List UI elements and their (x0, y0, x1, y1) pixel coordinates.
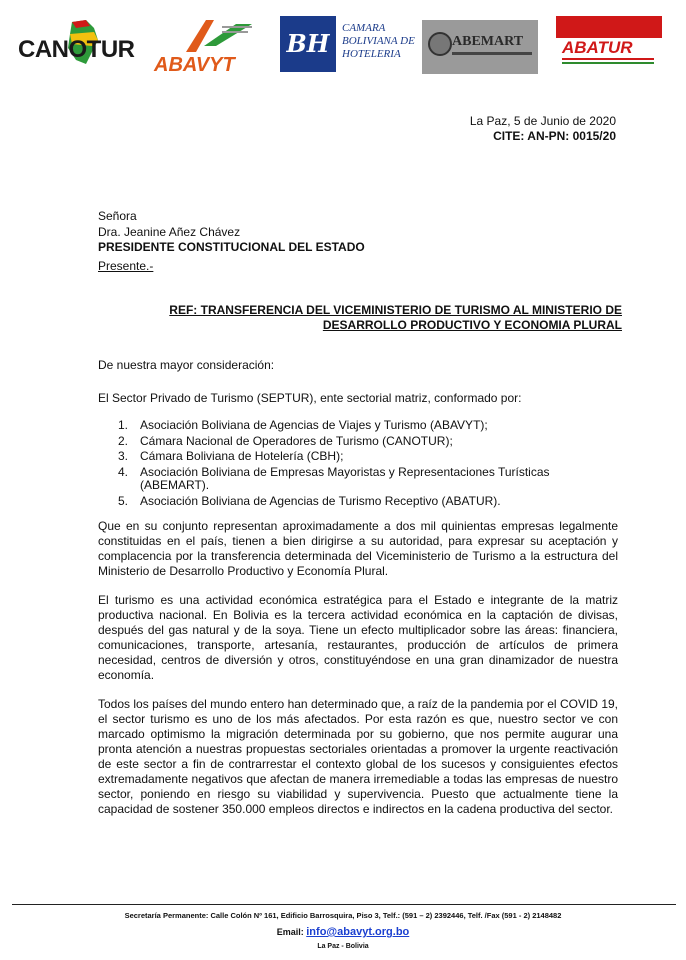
list-text: Asociación Boliviana de Empresas Mayoristas y Representaciones Turísticas (ABEMART). (140, 464, 550, 492)
canotur-wordmark: CANOTUR (18, 36, 135, 63)
canotur-logo (16, 14, 144, 78)
paragraph-3: Todos los países del mundo entero han determinado que, a raíz de la pandemia por el COVID 19, el sector turismo es uno de los más afectados. Por esta razón es que, nuestro sector ve con marcado optimismo la migración determinada por su gobierno, que nos permite augurar una pronta atención a nuestras propuestas sectoriales orientadas a promover la urgente reactivación de este sector a fin de contrarrestar el contexto global de los sucesos y consiguientes efectos extremadamente negativos que afectan de manera irremediable a todas las empresas de nuestro sector, poniendo en riesgo su viabilidad y supervivencia. Puesto que actualmente tiene la capacidad de sostener 350.000 empleos directos e indirectos en la cadena productiva del sector. (98, 697, 618, 816)
abavyt-swoosh-icon (176, 16, 256, 56)
cite-number: CITE: AN-PN: 0015/20 (493, 129, 616, 143)
footer-email-line (0, 926, 686, 938)
abatur-subline-green (562, 62, 654, 64)
abemart-logo (422, 20, 538, 74)
abatur-logo (556, 14, 662, 78)
abemart-subline (452, 52, 532, 55)
list-number: 4. (118, 464, 129, 479)
list-number: 2. (118, 433, 129, 448)
abemart-wordmark: ABEMART (452, 34, 524, 49)
list-item (98, 450, 558, 464)
email-link[interactable]: info@abavyt.org.bo (306, 926, 410, 938)
seal-icon (428, 32, 452, 56)
abatur-subline-red (562, 58, 654, 60)
cbh-mark: BH (280, 16, 336, 72)
abatur-banner (556, 16, 662, 38)
recipient-name: Dra. Jeanine Añez Chávez (98, 225, 241, 239)
list-text: Cámara Nacional de Operadores de Turismo (CANOTUR); (140, 433, 453, 448)
logos-header (14, 14, 674, 84)
list-text: Asociación Boliviana de Agencias de Viajes y Turismo (ABAVYT); (140, 418, 488, 432)
greeting: De nuestra mayor consideración: (98, 358, 275, 372)
email-label: Email: (276, 927, 304, 937)
cbh-logo (280, 14, 420, 78)
footer-address: Secretaría Permanente: Calle Colón Nº 161, Edificio Barrosquira, Piso 3, Telf.: (591 – 2) 2392446, Telf. /Fax (591 - 2) 2148482 (124, 911, 562, 920)
list-text: Asociación Boliviana de Agencias de Turismo Receptivo (ABATUR). (140, 493, 501, 508)
list-item (98, 466, 558, 493)
list-item (98, 495, 558, 509)
footer-city: La Paz - Bolivia (317, 943, 369, 950)
paragraph-1: Que en su conjunto representan aproximadamente a dos mil quinientas empresas legalmente constituidas en el país, tienen a bien dirigirse a su autoridad, para expresar su aceptación y complacencia por la transferencia determinada del Viceministerio de Turismo a la estructura del Ministerio de Desarrollo Productivo y Economía Plural. (98, 519, 618, 578)
list-item (98, 435, 558, 449)
list-text: Cámara Boliviana de Hotelería (CBH); (140, 449, 344, 463)
intro-paragraph: El Sector Privado de Turismo (SEPTUR), ente sectorial matriz, conformado por: (98, 391, 522, 405)
list-number: 3. (118, 449, 129, 463)
abavyt-logo (154, 14, 264, 78)
cbh-name: CAMARA BOLIVIANA DE HOTELERIA (342, 22, 415, 60)
footer-divider (12, 904, 676, 905)
member-list (98, 419, 558, 510)
abavyt-wordmark: ABAVYT (154, 54, 235, 76)
place-date: La Paz, 5 de Junio de 2020 (469, 114, 616, 128)
reference-line: REF: TRANSFERENCIA DEL VICEMINISTERIO DE TURISMO AL MINISTERIO DE DESARROLLO PRODUCTIVO Y ECONOMIA PLURAL (169, 303, 622, 332)
list-item (98, 419, 558, 433)
presente-line: Presente.- (98, 259, 154, 273)
list-number: 1. (118, 418, 129, 432)
list-number: 5. (118, 493, 129, 508)
recipient-role: PRESIDENTE CONSTITUCIONAL DEL ESTADO (98, 240, 365, 254)
abatur-wordmark: ABATUR (562, 38, 633, 57)
salutation-title: Señora (98, 209, 137, 223)
paragraph-2: El turismo es una actividad económica estratégica para el Estado e integrante de la matriz productiva nacional. En Bolivia es la tercera actividad económica en la captación de divisas, después del gas natural y de la soya. Tiene un efecto multiplicador sobre las áreas: financiera, comunicaciones, transporte, artesanía, restaurantes, producción de artículos de primera necesidad, centros de diversión y otros, constituyéndose en una gran dinamizador de nuestra economía. (98, 593, 618, 682)
